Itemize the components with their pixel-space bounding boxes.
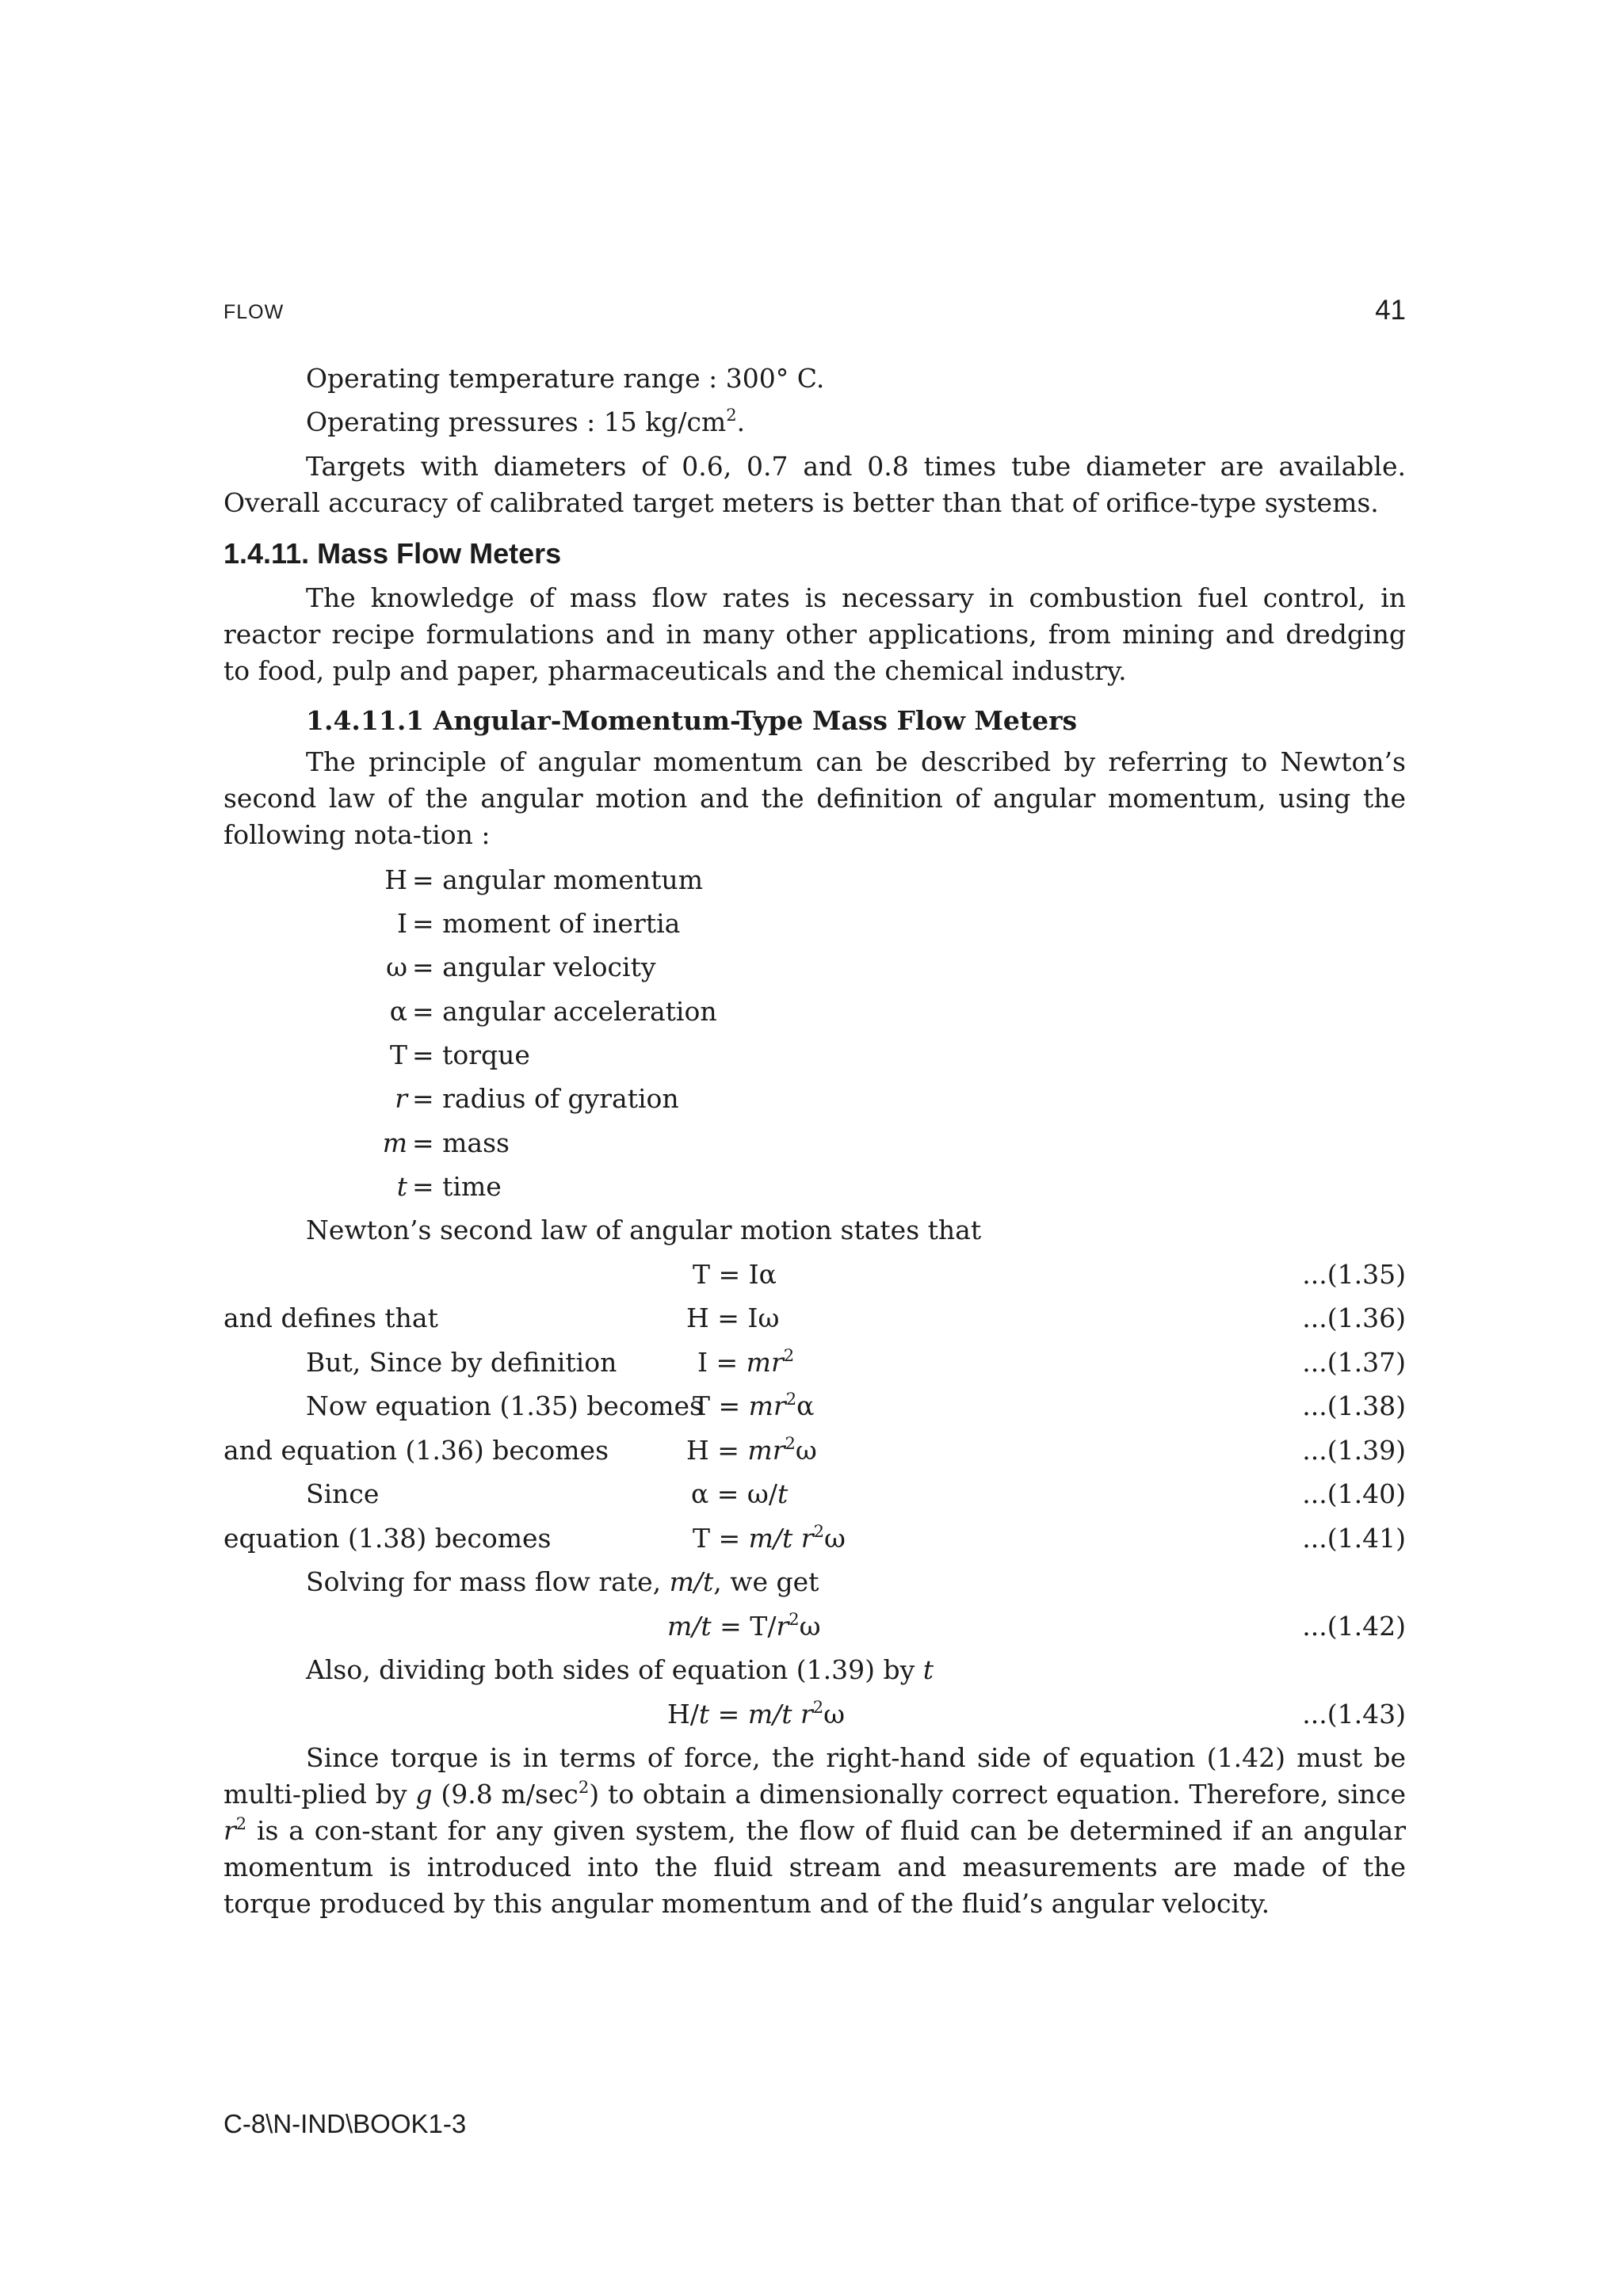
equation-label: equation (1.38) becomes: [223, 1523, 552, 1554]
page-number: 41: [1375, 295, 1406, 326]
notation-definition: = torque: [412, 1039, 530, 1070]
equation-number: ...(1.43): [1302, 1699, 1406, 1730]
notation-symbol: I: [396, 908, 407, 939]
notation-definition: = angular momentum: [412, 864, 703, 895]
pressure-line: Operating pressures : 15 $kg/cm^2$.: [306, 406, 746, 437]
equation-1-38: $T = mr^2\alpha$: [693, 1390, 815, 1421]
subsection-heading: 1.4.11.1 Angular-Momentum-Type Mass Flow Meters: [306, 705, 1078, 736]
notation-definition: = moment of inertia: [412, 908, 681, 939]
closing-paragraph: Since torque is in terms of force, the right-hand side of equation (1.42) must be multi-plied by g (9.8 $m/\sec^2$) to obtain a dimensionally correct equation. Therefore, since $r^2$ is a con-stant for any given system, the flow of fluid can be determined if an angular momentum is introduced into the fluid stream and measurements are made of the torque produced by this angular momentum and of the fluid’s angular velocity.: [223, 1742, 1407, 1919]
targets-paragraph: Targets with diameters of 0.6, 0.7 and 0.8 times tube diameter are available. Overall accuracy of calibrated target meters is better than that of orifice-type systems.: [223, 451, 1406, 518]
notation-symbol: ω: [386, 952, 407, 982]
equation-number: ...(1.39): [1302, 1435, 1406, 1466]
equation-number: ...(1.35): [1302, 1259, 1406, 1290]
notation-definition: = time: [412, 1171, 502, 1202]
footer-code: C-8\N-IND\BOOK1-3: [223, 2109, 467, 2138]
equation-label: Now equation (1.35) becomes: [306, 1390, 703, 1421]
notation-symbol: t: [396, 1171, 407, 1202]
notation-definition: = angular acceleration: [412, 996, 717, 1027]
temperature-line: Operating temperature range : 300° C.: [306, 363, 825, 394]
equation-1-40: α = ω/t: [691, 1478, 789, 1509]
section-paragraph: The knowledge of mass flow rates is necessary in combustion fuel control, in reactor recipe formulations and in many other applications, from mining and dredging to food, pulp and paper, pharmaceuticals and the chemical industry.: [223, 582, 1406, 686]
equation-number: ...(1.37): [1302, 1347, 1406, 1378]
equation-number: ...(1.42): [1302, 1611, 1406, 1642]
equation-label: Since: [306, 1478, 380, 1509]
equation-label: and equation (1.36) becomes: [223, 1435, 609, 1466]
newton-intro: Newton’s second law of angular motion states that: [306, 1215, 982, 1245]
equation-1-41: T = m/t $r^2\omega$: [693, 1522, 846, 1554]
equation-number: ...(1.41): [1302, 1523, 1406, 1554]
equation-number: ...(1.38): [1302, 1390, 1406, 1421]
notation-symbol: r: [395, 1083, 407, 1114]
solving-line: Solving for mass flow rate, m/t, we get: [306, 1566, 819, 1597]
notation-symbol: α: [389, 996, 407, 1027]
equation-1-43: H/t = m/t $r^2\omega$: [667, 1698, 846, 1730]
subsection-paragraph: The principle of angular momentum can be described by referring to Newton’s second law of the angular motion and the definition of angular momentum, using the following nota-tion :: [223, 746, 1406, 850]
section-heading: 1.4.11. Mass Flow Meters: [223, 537, 562, 570]
notation-symbol: m: [382, 1127, 407, 1158]
equation-1-39: $H = mr^2\omega$: [686, 1434, 817, 1466]
notation-definition: = angular velocity: [412, 952, 656, 982]
notation-symbol: H: [384, 864, 407, 895]
equation-number: ...(1.36): [1302, 1302, 1406, 1333]
equation-1-37: $I = mr^2$: [697, 1346, 795, 1378]
notation-definition: = radius of gyration: [412, 1083, 679, 1114]
notation-definition: = mass: [412, 1127, 510, 1158]
equation-label: But, Since by definition: [306, 1347, 617, 1378]
notation-symbol: T: [389, 1039, 407, 1070]
equation-1-42: $m/t = T/r^2\omega$: [667, 1610, 821, 1642]
equation-number: ...(1.40): [1302, 1478, 1406, 1509]
equation-1-35: T = Iα: [693, 1259, 777, 1290]
running-header: FLOW: [223, 301, 285, 323]
equation-label: and defines that: [223, 1302, 438, 1333]
dividing-line: Also, dividing both sides of equation (1.39) by t: [306, 1654, 934, 1685]
equation-1-36: H = Iω: [686, 1302, 780, 1333]
